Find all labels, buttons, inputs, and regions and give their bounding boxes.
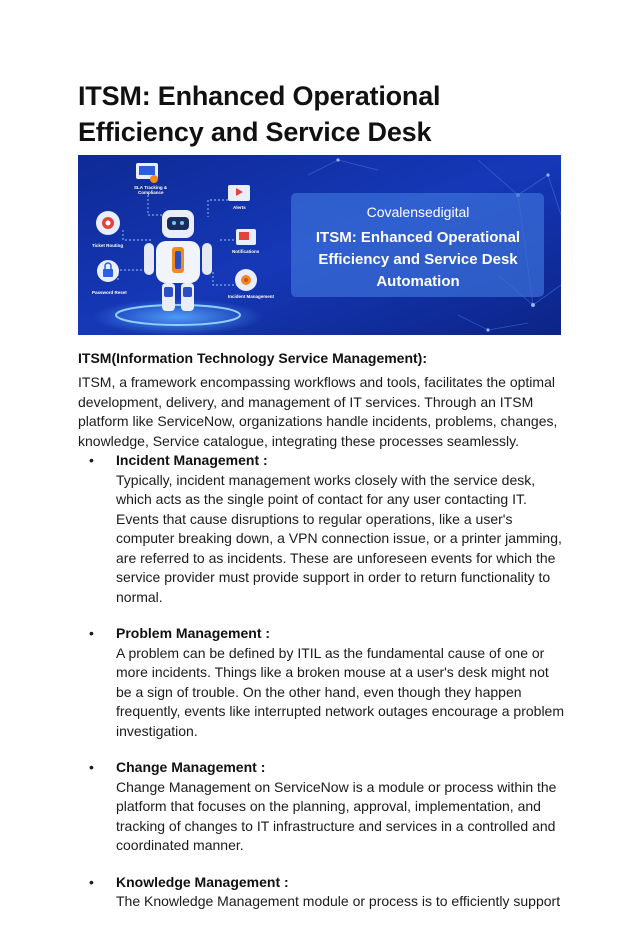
bullet-text: A problem can be defined by ITIL as the fundamental cause of one or more incidents. Things like a broken mouse at a user's desk might not be a sign of trouble. On the other hand, even though they happen frequently, events like interrupted network outages encourage a problem investigation. <box>116 644 565 739</box>
label-sla: SLA Tracking & <box>134 185 168 190</box>
incident-management-icon <box>235 269 257 291</box>
password-reset-icon <box>97 260 119 282</box>
bullet-text: Typically, incident management works closely with the service desk, which acts as the single point of contact for any user contacting IT. Events that cause disruptions to regular operations, like a user's computer breaking down, a VPN connection issue, or a printer jamming, are referred to as incidents. These are unforeseen events for which the service provider must provide support in order to return functionality to normal. <box>116 471 562 605</box>
notifications-icon <box>236 229 256 245</box>
bullet-title: Incident Management : <box>116 452 268 468</box>
label-alerts: Alerts <box>233 205 246 210</box>
label-sla-compliance: Compliance <box>138 190 164 195</box>
bullet-list <box>78 451 564 929</box>
section-heading: ITSM(Information Technology Service Management): <box>78 350 428 366</box>
bullet-title: Knowledge Management : <box>116 873 289 890</box>
bullet-text: Change Management on ServiceNow is a module or process within the platform that focuses on the planning, approval, implementation, and tracking of changes to IT infrastructure and services in a controlled and coordinated manner. <box>116 778 557 853</box>
intro-paragraph: ITSM, a framework encompassing workflows and tools, facilitates the optimal development, delivery, and management of IT services. Through an ITSM platform like ServiceNow, organizations handle incidents, problems, changes, knowledge, Service catalogue, integrating these processes seamlessly. <box>78 374 558 449</box>
bullet-text: The Knowledge Management module or process is to efficiently support <box>116 893 561 909</box>
bullet-icon: • <box>89 625 94 641</box>
banner-image <box>78 155 561 335</box>
alerts-icon <box>228 185 250 201</box>
bullet-title: Change Management : <box>116 759 266 775</box>
bullet-title: Problem Management : <box>116 625 271 641</box>
list-item <box>78 873 564 912</box>
document-title: ITSM: Enhanced Operational Efficiency and Service Desk <box>78 81 441 147</box>
label-ticket-routing: Ticket Routing <box>92 243 124 248</box>
bullet-icon: • <box>89 759 94 775</box>
banner-headline-line-1: ITSM: Enhanced Operational <box>315 229 521 246</box>
bullet-icon: • <box>89 873 94 890</box>
banner-brand: Covalensedigital <box>366 204 470 220</box>
ticket-routing-icon <box>96 211 120 235</box>
banner-headline-line-3: Automation <box>376 273 460 290</box>
list-item <box>78 624 564 741</box>
label-password-reset: Password Reset <box>92 290 127 295</box>
bullet-icon: • <box>89 452 94 468</box>
list-item <box>78 758 564 856</box>
label-incident-management: Incident Management <box>228 294 275 299</box>
label-notifications: Notifications <box>232 249 260 254</box>
list-item <box>78 451 564 607</box>
banner-headline-line-2: Efficiency and Service Desk <box>318 251 518 268</box>
